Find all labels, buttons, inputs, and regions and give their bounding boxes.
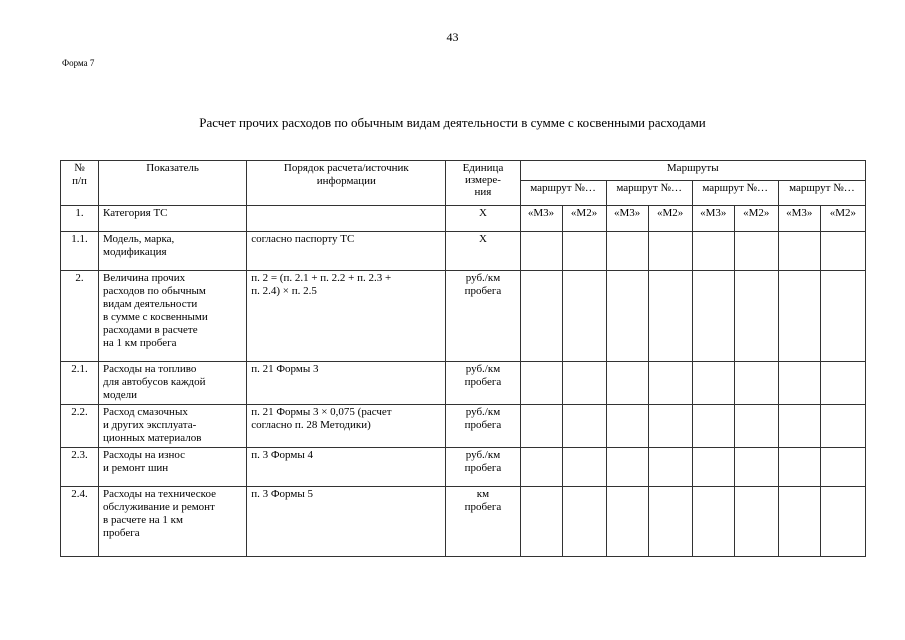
table-row bbox=[61, 487, 866, 557]
row-number: 2.3. bbox=[61, 448, 99, 487]
value-cell bbox=[648, 448, 692, 487]
value-cell bbox=[778, 362, 820, 405]
row-indicator: Расходы на техническое обслуживание и ремонт в расчете на 1 км пробега bbox=[99, 487, 247, 557]
vehicle-category-cell: «М2» bbox=[648, 206, 692, 232]
value-cell bbox=[734, 232, 778, 271]
row-indicator: Категория ТС bbox=[99, 206, 247, 232]
value-cell bbox=[820, 271, 865, 362]
row-indicator: Расходы на износ и ремонт шин bbox=[99, 448, 247, 487]
value-cell bbox=[562, 271, 606, 362]
row-calculation-method bbox=[247, 206, 446, 232]
row-unit: км пробега bbox=[446, 487, 520, 557]
value-cell bbox=[648, 232, 692, 271]
value-cell bbox=[606, 232, 648, 271]
route-header: маршрут №… bbox=[692, 181, 778, 206]
vehicle-category-cell: «М3» bbox=[520, 206, 562, 232]
value-cell bbox=[520, 232, 562, 271]
value-cell bbox=[820, 487, 865, 557]
value-cell bbox=[820, 362, 865, 405]
row-unit: Х bbox=[446, 232, 520, 271]
vehicle-category-cell: «М3» bbox=[606, 206, 648, 232]
value-cell bbox=[648, 405, 692, 448]
row-unit: Х bbox=[446, 206, 520, 232]
value-cell bbox=[734, 487, 778, 557]
value-cell bbox=[692, 232, 734, 271]
row-unit: руб./км пробега bbox=[446, 448, 520, 487]
row-number: 1. bbox=[61, 206, 99, 232]
value-cell bbox=[692, 448, 734, 487]
value-cell bbox=[562, 448, 606, 487]
row-calculation-method: п. 21 Формы 3 × 0,075 (расчет согласно п. 28 Методики) bbox=[247, 405, 446, 448]
table-row bbox=[61, 232, 866, 271]
row-unit: руб./км пробега bbox=[446, 405, 520, 448]
vehicle-category-cell: «М2» bbox=[562, 206, 606, 232]
vehicle-category-cell: «М2» bbox=[734, 206, 778, 232]
calculation-table bbox=[60, 160, 866, 557]
row-unit: руб./км пробега bbox=[446, 362, 520, 405]
value-cell bbox=[648, 487, 692, 557]
value-cell bbox=[692, 362, 734, 405]
value-cell bbox=[520, 448, 562, 487]
row-number: 2. bbox=[61, 271, 99, 362]
value-cell bbox=[562, 232, 606, 271]
row-indicator: Расход смазочных и других эксплуата- ционных материалов bbox=[99, 405, 247, 448]
row-number: 2.2. bbox=[61, 405, 99, 448]
header-indicator: Показатель bbox=[99, 161, 247, 206]
vehicle-category-cell: «М2» bbox=[820, 206, 865, 232]
value-cell bbox=[692, 405, 734, 448]
value-cell bbox=[734, 362, 778, 405]
value-cell bbox=[692, 271, 734, 362]
header-unit: Единица измере- ния bbox=[446, 161, 520, 206]
row-calculation-method: п. 3 Формы 5 bbox=[247, 487, 446, 557]
value-cell bbox=[520, 487, 562, 557]
route-header: маршрут №… bbox=[520, 181, 606, 206]
row-indicator: Величина прочих расходов по обычным видам деятельности в сумме с косвенными расходами в расчете на 1 км пробега bbox=[99, 271, 247, 362]
value-cell bbox=[562, 487, 606, 557]
value-cell bbox=[562, 405, 606, 448]
value-cell bbox=[648, 271, 692, 362]
table-row bbox=[61, 271, 866, 362]
value-cell bbox=[520, 271, 562, 362]
value-cell bbox=[520, 362, 562, 405]
value-cell bbox=[820, 405, 865, 448]
vehicle-category-cell: «М3» bbox=[778, 206, 820, 232]
row-unit: руб./км пробега bbox=[446, 271, 520, 362]
value-cell bbox=[562, 362, 606, 405]
row-number: 1.1. bbox=[61, 232, 99, 271]
value-cell bbox=[820, 232, 865, 271]
row-calculation-method: п. 3 Формы 4 bbox=[247, 448, 446, 487]
row-calculation-method: п. 2 = (п. 2.1 + п. 2.2 + п. 2.3 + п. 2.4) × п. 2.5 bbox=[247, 271, 446, 362]
value-cell bbox=[606, 362, 648, 405]
header-num: № п/п bbox=[61, 161, 99, 206]
table-row bbox=[61, 405, 866, 448]
row-number: 2.1. bbox=[61, 362, 99, 405]
value-cell bbox=[778, 405, 820, 448]
value-cell bbox=[778, 487, 820, 557]
table-row bbox=[61, 206, 866, 232]
form-label: Форма 7 bbox=[62, 58, 95, 68]
value-cell bbox=[692, 487, 734, 557]
row-number: 2.4. bbox=[61, 487, 99, 557]
vehicle-category-cell: «М3» bbox=[692, 206, 734, 232]
value-cell bbox=[606, 405, 648, 448]
row-indicator: Расходы на топливо для автобусов каждой модели bbox=[99, 362, 247, 405]
route-header: маршрут №… bbox=[778, 181, 865, 206]
value-cell bbox=[606, 271, 648, 362]
value-cell bbox=[734, 271, 778, 362]
route-header: маршрут №… bbox=[606, 181, 692, 206]
value-cell bbox=[778, 271, 820, 362]
header-method: Порядок расчета/источник информации bbox=[247, 161, 446, 206]
document-title: Расчет прочих расходов по обычным видам деятельности в сумме с косвенными расходами bbox=[199, 115, 706, 130]
page-number: 43 bbox=[446, 30, 459, 44]
row-indicator: Модель, марка, модификация bbox=[99, 232, 247, 271]
value-cell bbox=[778, 232, 820, 271]
value-cell bbox=[520, 405, 562, 448]
header-routes: Маршруты bbox=[520, 161, 866, 181]
value-cell bbox=[820, 448, 865, 487]
value-cell bbox=[606, 487, 648, 557]
value-cell bbox=[734, 405, 778, 448]
row-calculation-method: согласно паспорту ТС bbox=[247, 232, 446, 271]
value-cell bbox=[734, 448, 778, 487]
table-row bbox=[61, 362, 866, 405]
table-row bbox=[61, 448, 866, 487]
value-cell bbox=[648, 362, 692, 405]
value-cell bbox=[778, 448, 820, 487]
value-cell bbox=[606, 448, 648, 487]
row-calculation-method: п. 21 Формы 3 bbox=[247, 362, 446, 405]
